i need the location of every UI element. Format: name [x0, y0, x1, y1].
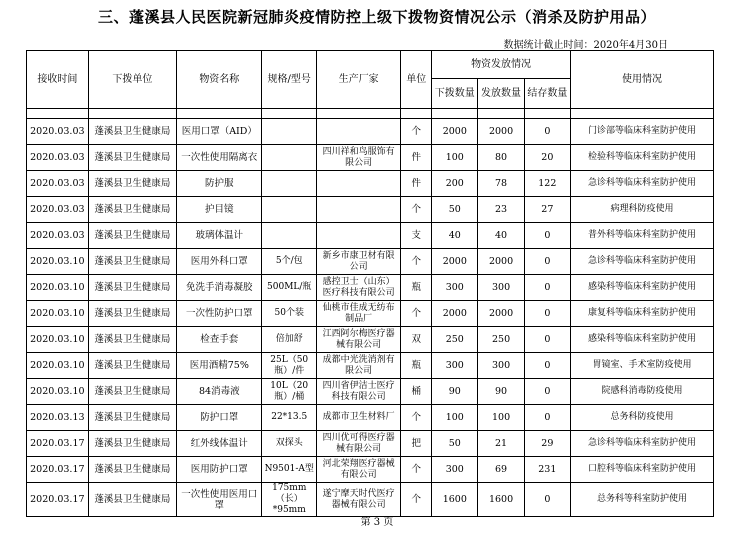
cell-unit: 蓬溪县卫生健康局 [88, 301, 176, 327]
cell-issued: 300 [478, 353, 524, 379]
cell-issued: 80 [478, 145, 524, 171]
cell-mfr: 四川祥和鸟服饰有限公司 [316, 145, 400, 171]
cell-spec: 10L（20瓶）/桶 [262, 379, 317, 405]
cell-issued: 23 [478, 197, 524, 223]
cell-measure: 把 [401, 431, 432, 457]
cell-spec: 175mm（长）*95mm [262, 483, 317, 517]
cell-spec [262, 223, 317, 249]
cell-usage: 总务科等科室防护使用 [570, 483, 713, 517]
cell-allocated: 2000 [432, 119, 478, 145]
cell-date: 2020.03.10 [27, 301, 89, 327]
cell-allocated: 300 [432, 457, 478, 483]
cell-allocated: 2000 [432, 301, 478, 327]
cell-issued: 100 [478, 405, 524, 431]
cell-mfr: 成都中光洗消剂有限公司 [316, 353, 400, 379]
cell-name: 玻璃体温计 [177, 223, 262, 249]
cell-usage: 总务科防疫使用 [570, 405, 713, 431]
cell-mfr: 成都市卫生材料厂 [316, 405, 400, 431]
cell-measure: 件 [401, 171, 432, 197]
cell-measure: 个 [401, 405, 432, 431]
cell-mfr [316, 171, 400, 197]
cell-unit: 蓬溪县卫生健康局 [88, 249, 176, 275]
cell-measure: 个 [401, 249, 432, 275]
cell-mfr: 河北荣翔医疗器械有限公司 [316, 457, 400, 483]
cell-mfr: 四川省伊洁士医疗科技有限公司 [316, 379, 400, 405]
supplies-table [26, 50, 714, 517]
cell-unit: 蓬溪县卫生健康局 [88, 223, 176, 249]
cell-issued: 2000 [478, 119, 524, 145]
header-spec: 规格/型号 [262, 51, 317, 109]
cell-unit: 蓬溪县卫生健康局 [88, 353, 176, 379]
cell-measure: 双 [401, 327, 432, 353]
cell-spec: 50个装 [262, 301, 317, 327]
cell-spec: 倍加舒 [262, 327, 317, 353]
cell-usage: 普外科等临床科室防护使用 [570, 223, 713, 249]
cell-mfr: 遂宁摩天时代医疗器械有限公司 [316, 483, 400, 517]
cell-stock: 0 [524, 353, 570, 379]
cell-date: 2020.03.17 [27, 431, 89, 457]
table-row [27, 379, 714, 405]
cell-spec [262, 119, 317, 145]
cell-spec: 500ML/瓶 [262, 275, 317, 301]
cell-date: 2020.03.17 [27, 457, 89, 483]
page-number: 第 3 页 [360, 517, 394, 528]
cell-date: 2020.03.10 [27, 379, 89, 405]
cell-stock: 0 [524, 379, 570, 405]
cell-measure: 件 [401, 145, 432, 171]
cell-stock: 0 [524, 327, 570, 353]
cell-stock: 20 [524, 145, 570, 171]
table-row [27, 197, 714, 223]
table-row [27, 119, 714, 145]
header-name: 物资名称 [177, 51, 262, 109]
cell-stock: 122 [524, 171, 570, 197]
cell-stock: 0 [524, 119, 570, 145]
cell-unit: 蓬溪县卫生健康局 [88, 145, 176, 171]
table-row [27, 223, 714, 249]
cell-mfr: 四川优可得医疗器械有限公司 [316, 431, 400, 457]
header-allocated: 下拨数量 [432, 79, 478, 109]
cell-usage: 急诊科等临床科室防护使用 [570, 249, 713, 275]
cell-usage: 院感科消毒防疫使用 [570, 379, 713, 405]
cell-allocated: 100 [432, 405, 478, 431]
cell-name: 检查手套 [177, 327, 262, 353]
cell-measure: 个 [401, 301, 432, 327]
cell-measure: 支 [401, 223, 432, 249]
cell-name: 护目镜 [177, 197, 262, 223]
cell-mfr: 仙桃市佳成无纺布制品厂 [316, 301, 400, 327]
cell-usage: 急诊科等临床科室防护使用 [570, 431, 713, 457]
table-row [27, 145, 714, 171]
cell-unit: 蓬溪县卫生健康局 [88, 379, 176, 405]
table-row [27, 301, 714, 327]
cell-name: 红外线体温计 [177, 431, 262, 457]
cell-allocated: 1600 [432, 483, 478, 517]
cell-allocated: 2000 [432, 249, 478, 275]
cell-name: 医用外科口罩 [177, 249, 262, 275]
cell-spec: 25L（50瓶）/件 [262, 353, 317, 379]
cell-measure: 个 [401, 457, 432, 483]
header-unit: 下拨单位 [88, 51, 176, 109]
cell-stock: 0 [524, 249, 570, 275]
cell-allocated: 200 [432, 171, 478, 197]
cell-measure: 个 [401, 197, 432, 223]
cell-date: 2020.03.03 [27, 171, 89, 197]
cell-unit: 蓬溪县卫生健康局 [88, 275, 176, 301]
cell-unit: 蓬溪县卫生健康局 [88, 457, 176, 483]
table-row [27, 275, 714, 301]
cell-date: 2020.03.03 [27, 145, 89, 171]
cell-spec [262, 145, 317, 171]
cell-usage: 感染科等临床科室防护使用 [570, 327, 713, 353]
cell-spec: 双探头 [262, 431, 317, 457]
table-row [27, 327, 714, 353]
cell-issued: 1600 [478, 483, 524, 517]
header-issued: 发放数量 [478, 79, 524, 109]
cell-date: 2020.03.03 [27, 197, 89, 223]
cell-issued: 69 [478, 457, 524, 483]
cell-issued: 78 [478, 171, 524, 197]
cell-date: 2020.03.13 [27, 405, 89, 431]
cell-issued: 250 [478, 327, 524, 353]
header-stock: 结存数量 [524, 79, 570, 109]
cell-stock: 27 [524, 197, 570, 223]
cell-date: 2020.03.10 [27, 327, 89, 353]
header-mfr: 生产厂家 [316, 51, 400, 109]
cell-stock: 0 [524, 483, 570, 517]
cell-unit: 蓬溪县卫生健康局 [88, 431, 176, 457]
cell-mfr: 感控卫士（山东）医疗科技有限公司 [316, 275, 400, 301]
cell-unit: 蓬溪县卫生健康局 [88, 405, 176, 431]
cell-date: 2020.03.17 [27, 483, 89, 517]
cell-usage: 急诊科等临床科室防护使用 [570, 171, 713, 197]
cell-issued: 21 [478, 431, 524, 457]
cell-stock: 231 [524, 457, 570, 483]
cell-name: 医用口罩（AID） [177, 119, 262, 145]
cell-date: 2020.03.03 [27, 119, 89, 145]
cell-name: 84消毒液 [177, 379, 262, 405]
cell-spec: 22*13.5 [262, 405, 317, 431]
cell-allocated: 40 [432, 223, 478, 249]
cell-unit: 蓬溪县卫生健康局 [88, 197, 176, 223]
cell-usage: 病理科防疫使用 [570, 197, 713, 223]
cell-usage: 康复科等临床科室防护使用 [570, 301, 713, 327]
cell-stock: 0 [524, 301, 570, 327]
cell-date: 2020.03.10 [27, 353, 89, 379]
cell-measure: 桶 [401, 379, 432, 405]
cell-allocated: 50 [432, 197, 478, 223]
cell-measure: 瓶 [401, 275, 432, 301]
cell-allocated: 300 [432, 353, 478, 379]
cell-name: 免洗手消毒凝胶 [177, 275, 262, 301]
cell-stock: 0 [524, 223, 570, 249]
cell-name: 医用防护口罩 [177, 457, 262, 483]
cell-spec: 5个/包 [262, 249, 317, 275]
cell-allocated: 50 [432, 431, 478, 457]
cell-measure: 个 [401, 483, 432, 517]
cell-usage: 口腔科等临床科室防护使用 [570, 457, 713, 483]
cell-spec: N9501-A型 [262, 457, 317, 483]
table-row [27, 405, 714, 431]
table-row [27, 457, 714, 483]
table-row [27, 249, 714, 275]
table-row [27, 171, 714, 197]
header-date: 接收时间 [27, 51, 89, 109]
cell-usage: 检验科等临床科室防护使用 [570, 145, 713, 171]
cell-date: 2020.03.10 [27, 249, 89, 275]
cell-mfr [316, 119, 400, 145]
cell-allocated: 90 [432, 379, 478, 405]
cell-name: 防护服 [177, 171, 262, 197]
cell-stock: 29 [524, 431, 570, 457]
table-row [27, 431, 714, 457]
cell-issued: 300 [478, 275, 524, 301]
cell-unit: 蓬溪县卫生健康局 [88, 483, 176, 517]
header-measure: 单位 [401, 51, 432, 109]
cell-measure: 个 [401, 119, 432, 145]
cell-unit: 蓬溪县卫生健康局 [88, 119, 176, 145]
cell-allocated: 250 [432, 327, 478, 353]
cell-date: 2020.03.10 [27, 275, 89, 301]
cell-unit: 蓬溪县卫生健康局 [88, 171, 176, 197]
cell-mfr [316, 197, 400, 223]
header-usage: 使用情况 [570, 51, 713, 109]
stat-date: 数据统计截止时间：2020年4月30日 [503, 40, 668, 51]
table-row [27, 353, 714, 379]
page-title: 三、蓬溪县人民医院新冠肺炎疫情防控上级下拨物资情况公示（消杀及防护用品） [97, 8, 656, 26]
cell-name: 防护口罩 [177, 405, 262, 431]
cell-mfr: 江西阿尔梅医疗器械有限公司 [316, 327, 400, 353]
cell-name: 一次性使用隔离衣 [177, 145, 262, 171]
cell-mfr: 新乡市康卫材有限公司 [316, 249, 400, 275]
cell-name: 医用酒精75% [177, 353, 262, 379]
cell-stock: 0 [524, 405, 570, 431]
cell-name: 一次性防护口罩 [177, 301, 262, 327]
cell-name: 一次性使用医用口罩 [177, 483, 262, 517]
cell-measure: 瓶 [401, 353, 432, 379]
cell-date: 2020.03.03 [27, 223, 89, 249]
cell-issued: 2000 [478, 249, 524, 275]
cell-usage: 门诊部等临床科室防护使用 [570, 119, 713, 145]
cell-spec [262, 197, 317, 223]
cell-allocated: 100 [432, 145, 478, 171]
cell-unit: 蓬溪县卫生健康局 [88, 327, 176, 353]
header-group: 物资发放情况 [432, 51, 571, 79]
cell-stock: 0 [524, 275, 570, 301]
cell-mfr [316, 223, 400, 249]
cell-issued: 2000 [478, 301, 524, 327]
cell-allocated: 300 [432, 275, 478, 301]
cell-spec [262, 171, 317, 197]
table-row [27, 483, 714, 517]
cell-issued: 90 [478, 379, 524, 405]
cell-issued: 40 [478, 223, 524, 249]
cell-usage: 感染科等临床科室防护使用 [570, 275, 713, 301]
table-body [27, 119, 714, 517]
cell-usage: 胃镜室、手术室防疫使用 [570, 353, 713, 379]
